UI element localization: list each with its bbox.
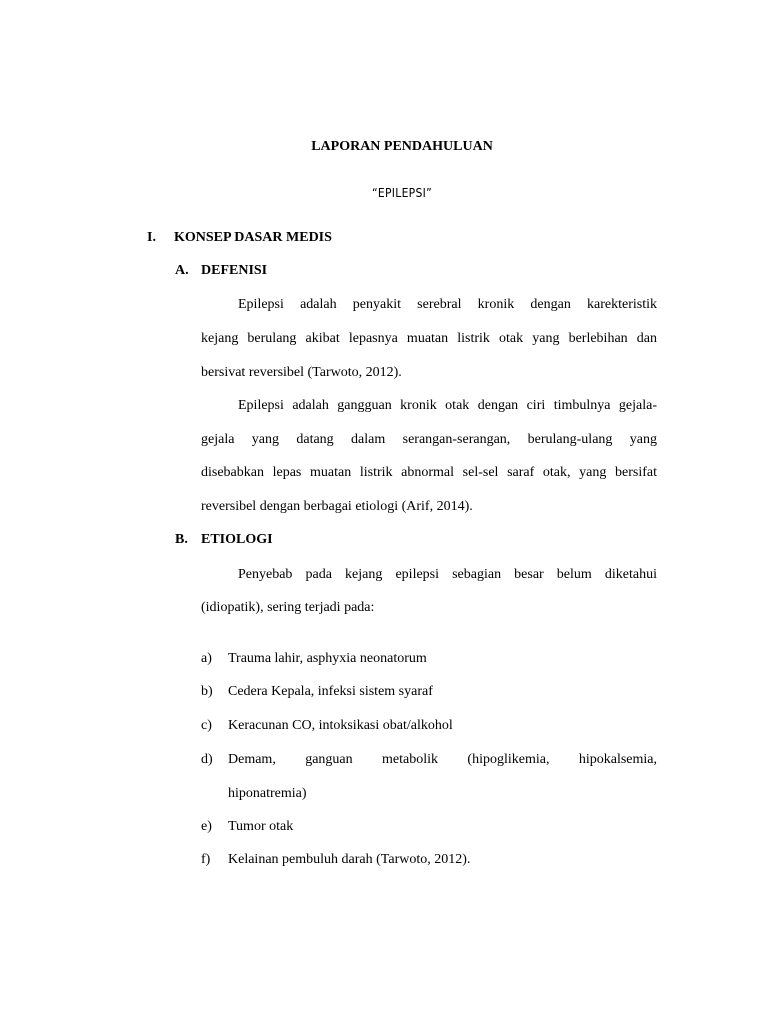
list-marker: c): [201, 718, 212, 733]
paragraph-line: reversibel dengan berbagai etiologi (Arif, 2014).: [201, 499, 473, 514]
document-title: LAPORAN PENDAHULUAN: [311, 139, 493, 154]
section-number: I.: [147, 230, 156, 245]
subsection-letter: A.: [175, 263, 189, 278]
list-marker: a): [201, 651, 212, 666]
subsection-title: DEFENISI: [201, 263, 268, 278]
paragraph-line: disebabkan lepas muatan listrik abnormal sel-sel saraf otak, yang bersifat: [201, 465, 657, 480]
list-marker: d): [201, 752, 213, 767]
paragraph-line: gejala yang datang dalam serangan-serangan, berulang-ulang yang: [201, 432, 657, 447]
paragraph-line: (idiopatik), sering terjadi pada:: [201, 600, 375, 615]
list-text: Keracunan CO, intoksikasi obat/alkohol: [228, 718, 453, 733]
list-text: Tumor otak: [228, 819, 294, 834]
list-text: Kelainan pembuluh darah (Tarwoto, 2012).: [228, 852, 471, 867]
document-subtitle: “EPILEPSI”: [371, 186, 433, 200]
paragraph-line: bersivat reversibel (Tarwoto, 2012).: [201, 365, 402, 380]
list-marker: e): [201, 819, 212, 834]
paragraph-line: Epilepsi adalah gangguan kronik otak dengan ciri timbulnya gejala-: [238, 398, 657, 413]
list-text: Demam, ganguan metabolik (hipoglikemia, hipokalsemia,: [228, 752, 657, 767]
paragraph-line: Penyebab pada kejang epilepsi sebagian besar belum diketahui: [238, 567, 657, 582]
section-title: KONSEP DASAR MEDIS: [174, 230, 332, 245]
list-marker: f): [201, 852, 211, 867]
list-marker: b): [201, 684, 213, 699]
subsection-title: ETIOLOGI: [201, 532, 273, 547]
paragraph-line: kejang berulang akibat lepasnya muatan listrik otak yang berlebihan dan: [201, 331, 657, 346]
list-text: Cedera Kepala, infeksi sistem syaraf: [228, 684, 433, 699]
list-text: Trauma lahir, asphyxia neonatorum: [228, 651, 427, 666]
subsection-letter: B.: [175, 532, 188, 547]
paragraph-line: Epilepsi adalah penyakit serebral kronik dengan karekteristik: [238, 297, 657, 312]
list-text-continuation: hiponatremia): [228, 786, 307, 801]
